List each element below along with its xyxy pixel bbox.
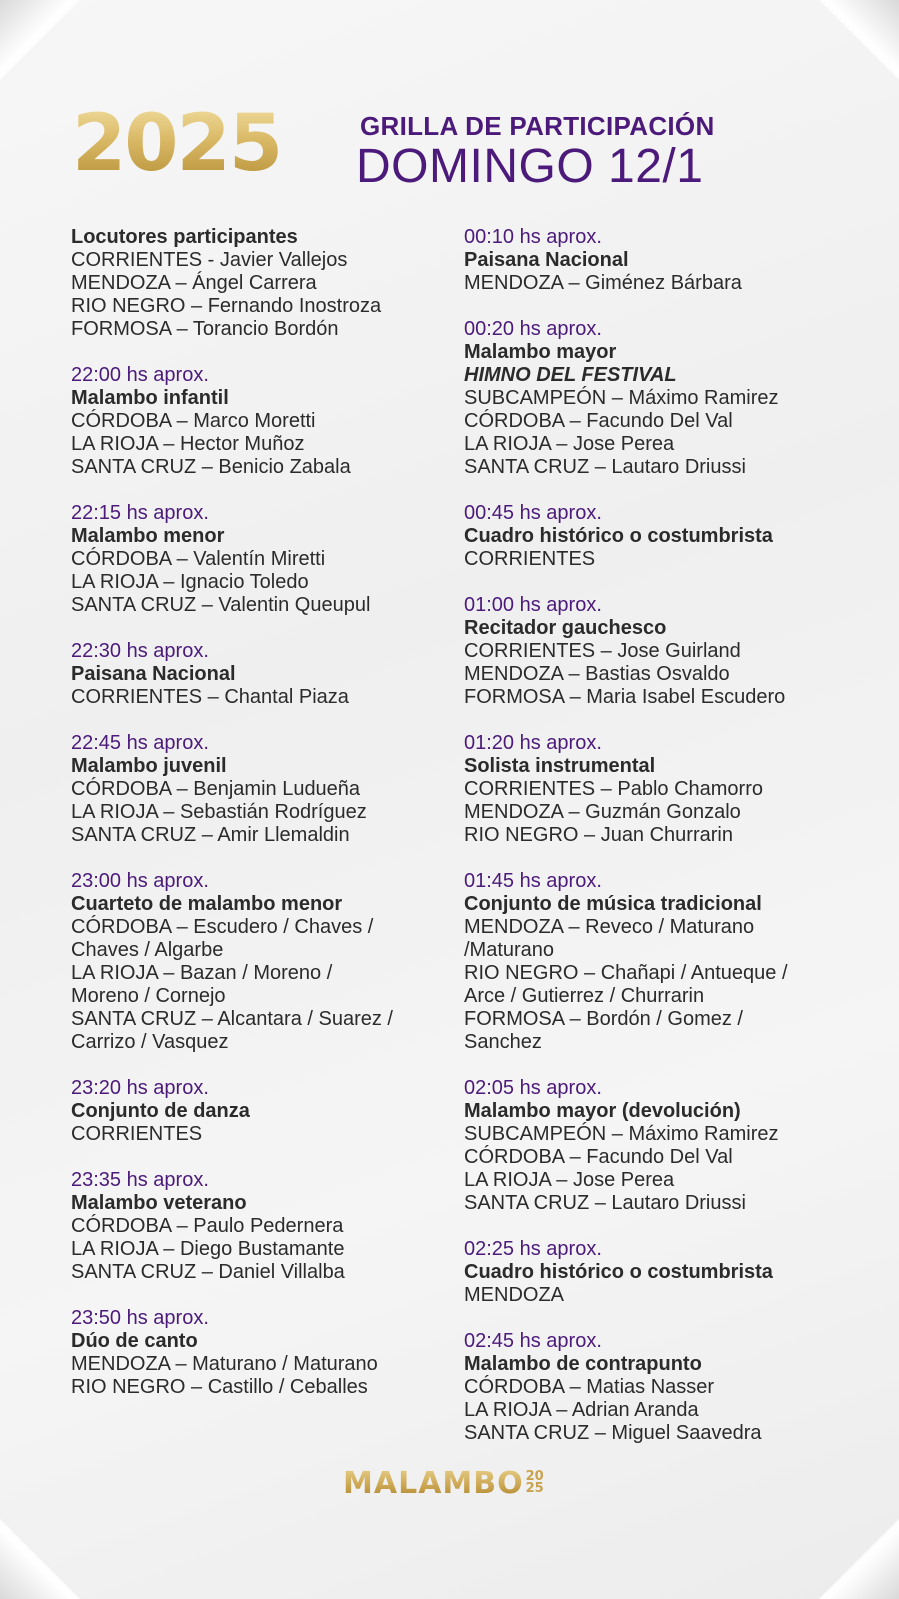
- participant-line: SANTA CRUZ – Amir Llemaldin: [71, 824, 350, 846]
- participant-line: LA RIOJA – Bazan / Moreno /: [71, 962, 333, 984]
- participant-line: Sanchez: [464, 1031, 542, 1053]
- participant-line: /Maturano: [464, 939, 555, 961]
- schedule-category: Malambo juvenil: [71, 755, 227, 777]
- participant-line: MENDOZA – Ángel Carrera: [71, 272, 317, 294]
- participant-line: CÓRDOBA – Paulo Pedernera: [71, 1215, 344, 1237]
- participant-line: CORRIENTES - Javier Vallejos: [71, 249, 348, 271]
- schedule-block: [464, 1238, 864, 1307]
- participant-line: SANTA CRUZ – Daniel Villalba: [71, 1261, 345, 1283]
- participant-line: RIO NEGRO – Fernando Inostroza: [71, 295, 382, 317]
- schedule-block: [464, 226, 864, 295]
- schedule-block: [71, 732, 446, 847]
- schedule-block: [464, 502, 864, 571]
- participant-line: SANTA CRUZ – Lautaro Driussi: [464, 456, 746, 478]
- schedule-category: Malambo menor: [71, 525, 225, 547]
- corner-decoration-top-right: [819, 0, 899, 80]
- schedule-category: Malambo mayor (devolución): [464, 1100, 741, 1122]
- schedule-time: 23:00 hs aprox.: [71, 870, 209, 892]
- schedule-block: [71, 226, 446, 341]
- participant-line: RIO NEGRO – Chañapi / Antueque /: [464, 962, 788, 984]
- schedule-block: [71, 1169, 446, 1284]
- schedule-category: Conjunto de danza: [71, 1100, 250, 1122]
- schedule-time: 22:30 hs aprox.: [71, 640, 209, 662]
- schedule-block: [71, 1077, 446, 1146]
- participant-line: MENDOZA – Maturano / Maturano: [71, 1353, 378, 1375]
- brand-year-top: 20: [525, 1469, 544, 1484]
- schedule-time: 00:10 hs aprox.: [464, 226, 602, 248]
- schedule-time: 02:25 hs aprox.: [464, 1238, 602, 1260]
- schedule-block: [464, 870, 864, 1054]
- schedule-category: Paisana Nacional: [71, 663, 236, 685]
- participant-line: FORMOSA – Maria Isabel Escudero: [464, 686, 786, 708]
- participant-line: CORRIENTES: [464, 548, 596, 570]
- schedule-category: Recitador gauchesco: [464, 617, 667, 639]
- participant-line: CÓRDOBA – Matias Nasser: [464, 1376, 715, 1398]
- page-header: [72, 99, 772, 195]
- schedule-category: Malambo de contrapunto: [464, 1353, 702, 1375]
- schedule-block: [464, 732, 864, 847]
- schedule-category: Cuarteto de malambo menor: [71, 893, 343, 915]
- corner-decoration-bottom-right: [819, 1519, 899, 1599]
- schedule-block: [71, 870, 446, 1054]
- participant-line: SUBCAMPEÓN – Máximo Ramirez: [464, 1123, 779, 1145]
- schedule-category: Conjunto de música tradicional: [464, 893, 762, 915]
- schedule-category: Malambo veterano: [71, 1192, 247, 1214]
- schedule-time: 02:45 hs aprox.: [464, 1330, 602, 1352]
- corner-decoration-top-left: [0, 0, 80, 80]
- schedule-time: 22:00 hs aprox.: [71, 364, 209, 386]
- page-subtitle: GRILLA DE PARTICIPACIÓN: [360, 111, 715, 141]
- schedule-block: [464, 1330, 864, 1445]
- year-title: 2025: [72, 99, 282, 189]
- schedule-category: Dúo de canto: [71, 1330, 198, 1352]
- schedule-time: 01:20 hs aprox.: [464, 732, 602, 754]
- schedule-category: Malambo mayor: [464, 341, 617, 363]
- schedule-time: 00:45 hs aprox.: [464, 502, 602, 524]
- participant-line: SANTA CRUZ – Lautaro Driussi: [464, 1192, 746, 1214]
- participant-line: SANTA CRUZ – Valentin Queupul: [71, 594, 371, 616]
- participant-line: LA RIOJA – Adrian Aranda: [464, 1399, 699, 1421]
- brand-year-bottom: 25: [525, 1481, 544, 1496]
- participant-line: Carrizo / Vasquez: [71, 1031, 229, 1053]
- schedule-time: 22:15 hs aprox.: [71, 502, 209, 524]
- participant-line: MENDOZA – Guzmán Gonzalo: [464, 801, 741, 823]
- corner-decoration-bottom-left: [0, 1519, 80, 1599]
- participant-line: LA RIOJA – Diego Bustamante: [71, 1238, 345, 1260]
- participant-line: MENDOZA – Giménez Bárbara: [464, 272, 742, 294]
- schedule-time: 23:50 hs aprox.: [71, 1307, 209, 1329]
- participant-line: Chaves / Algarbe: [71, 939, 224, 961]
- schedule-category: Paisana Nacional: [464, 249, 629, 271]
- participant-line: CORRIENTES – Pablo Chamorro: [464, 778, 763, 800]
- schedule-time: 23:35 hs aprox.: [71, 1169, 209, 1191]
- participant-line: MENDOZA: [464, 1284, 564, 1306]
- schedule-subcategory: HIMNO DEL FESTIVAL: [464, 364, 677, 386]
- participant-line: CORRIENTES – Chantal Piaza: [71, 686, 349, 708]
- participant-line: MENDOZA – Reveco / Maturano: [464, 916, 755, 938]
- schedule-block: [71, 640, 446, 709]
- participant-line: LA RIOJA – Jose Perea: [464, 1169, 675, 1191]
- participant-line: FORMOSA – Bordón / Gomez /: [464, 1008, 743, 1030]
- schedule-column-right: [464, 226, 864, 1468]
- participant-line: RIO NEGRO – Juan Churrarin: [464, 824, 733, 846]
- schedule-category: Cuadro histórico o costumbrista: [464, 1261, 773, 1283]
- schedule-column-left: [71, 226, 446, 1422]
- participant-line: SUBCAMPEÓN – Máximo Ramirez: [464, 387, 779, 409]
- participant-line: Moreno / Cornejo: [71, 985, 226, 1007]
- participant-line: CÓRDOBA – Facundo Del Val: [464, 1146, 733, 1168]
- page-title: DOMINGO 12/1: [356, 140, 704, 193]
- schedule-block: [71, 364, 446, 479]
- participant-line: SANTA CRUZ – Benicio Zabala: [71, 456, 351, 478]
- schedule-time: 01:45 hs aprox.: [464, 870, 602, 892]
- participant-line: MENDOZA – Bastias Osvaldo: [464, 663, 730, 685]
- schedule-time: 22:45 hs aprox.: [71, 732, 209, 754]
- schedule-time: 00:20 hs aprox.: [464, 318, 602, 340]
- schedule-block: [464, 318, 864, 479]
- participant-line: LA RIOJA – Jose Perea: [464, 433, 675, 455]
- schedule-block: [71, 502, 446, 617]
- schedule-block: [464, 1077, 864, 1215]
- participant-line: CÓRDOBA – Marco Moretti: [71, 410, 316, 432]
- schedule-time: 01:00 hs aprox.: [464, 594, 602, 616]
- participant-line: SANTA CRUZ – Alcantara / Suarez /: [71, 1008, 393, 1030]
- participant-line: CÓRDOBA – Facundo Del Val: [464, 410, 733, 432]
- participant-line: CÓRDOBA – Benjamin Ludueña: [71, 778, 361, 800]
- schedule-block: [71, 1307, 446, 1399]
- participant-line: CÓRDOBA – Valentín Miretti: [71, 548, 326, 570]
- schedule-time: 02:05 hs aprox.: [464, 1077, 602, 1099]
- schedule-category: Locutores participantes: [71, 226, 298, 248]
- schedule-block: [464, 594, 864, 709]
- schedule-category: Malambo infantil: [71, 387, 229, 409]
- schedule-category: Cuadro histórico o costumbrista: [464, 525, 773, 547]
- participant-line: RIO NEGRO – Castillo / Ceballes: [71, 1376, 368, 1398]
- participant-line: LA RIOJA – Sebastián Rodríguez: [71, 801, 367, 823]
- participant-line: CORRIENTES: [71, 1123, 203, 1145]
- participant-line: SANTA CRUZ – Miguel Saavedra: [464, 1422, 762, 1444]
- schedule-category: Solista instrumental: [464, 755, 656, 777]
- participant-line: CÓRDOBA – Escudero / Chaves /: [71, 916, 374, 938]
- participant-line: CORRIENTES – Jose Guirland: [464, 640, 741, 662]
- participant-line: LA RIOJA – Hector Muñoz: [71, 433, 305, 455]
- brand-year: [526, 1471, 544, 1495]
- participant-line: Arce / Gutierrez / Churrarin: [464, 985, 705, 1007]
- participant-line: LA RIOJA – Ignacio Toledo: [71, 571, 309, 593]
- brand-logo: MALAMBO: [343, 1465, 524, 1501]
- schedule-time: 23:20 hs aprox.: [71, 1077, 209, 1099]
- participant-line: FORMOSA – Torancio Bordón: [71, 318, 339, 340]
- footer-logo: [343, 1466, 544, 1500]
